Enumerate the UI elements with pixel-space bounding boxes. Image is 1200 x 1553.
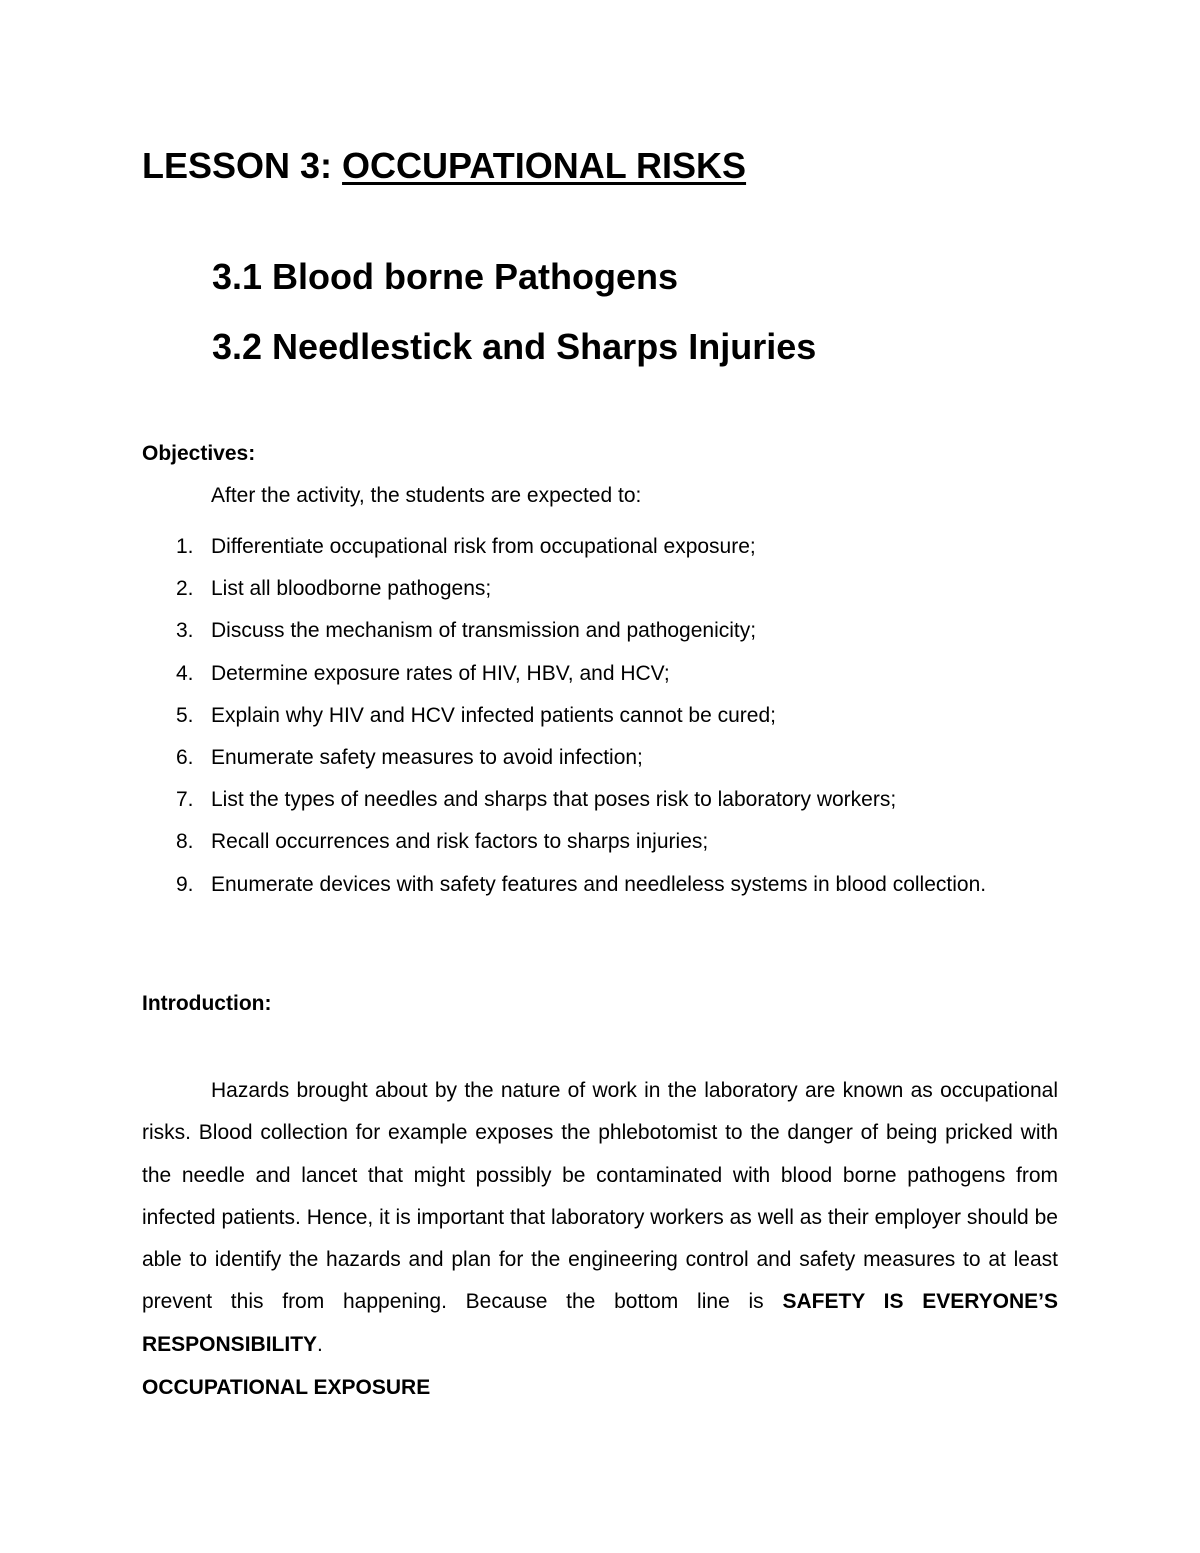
list-item-number: 2. [176, 577, 194, 601]
list-item-number: 7. [176, 788, 194, 812]
list-item-text: Determine exposure rates of HIV, HBV, and HCV; [211, 661, 670, 685]
objectives-lead: After the activity, the students are expected to: [211, 484, 642, 507]
list-item [142, 526, 1058, 568]
list-item-text: List the types of needles and sharps that poses risk to laboratory workers; [211, 788, 897, 812]
list-item-text: List all bloodborne pathogens; [211, 577, 492, 601]
list-item-number: 3. [176, 619, 194, 643]
list-item-number: 4. [176, 661, 194, 685]
lesson-title [142, 142, 746, 190]
list-item-number: 8. [176, 830, 194, 854]
list-item-text: Enumerate devices with safety features and needleless systems in blood collection. [211, 872, 987, 896]
list-item [142, 864, 1058, 906]
objectives-list [142, 526, 1058, 906]
list-item-number: 5. [176, 703, 194, 727]
list-item [142, 568, 1058, 610]
list-item-text: Explain why HIV and HCV infected patients cannot be cured; [211, 703, 776, 727]
introduction-paragraph [142, 1070, 1058, 1366]
list-item-text: Discuss the mechanism of transmission and pathogenicity; [211, 619, 757, 643]
introduction-end: . [317, 1332, 323, 1356]
list-item [142, 610, 1058, 652]
introduction-body: Hazards brought about by the nature of work in the laboratory are known as occupational risks. Blood collection for example exposes the phlebotomist to the danger of being pricked with the needle and lancet that might possibly be contaminated with blood borne pathogens from infected patients. Hence, it is important that laboratory workers as well as their employer should be able to identify the hazards and plan for the engineering control and safety measures to at least prevent this from happening. Because the bottom line is [142, 1079, 1058, 1314]
lesson-topic: OCCUPATIONAL RISKS [342, 145, 747, 186]
list-item-number: 9. [176, 872, 194, 896]
objectives-heading: Objectives: [142, 442, 256, 465]
list-item [142, 821, 1058, 863]
subtopic-2: 3.2 Needlestick and Sharps Injuries [212, 326, 817, 367]
list-item-number: 6. [176, 746, 194, 770]
safety-emphasis: SAFETY IS EVERYONE’S RESPONSIBILITY [142, 1290, 1059, 1356]
list-item [142, 653, 1058, 695]
list-item [142, 695, 1058, 737]
list-item-text: Recall occurrences and risk factors to sharps injuries; [211, 830, 709, 854]
lesson-prefix: LESSON 3: [142, 145, 343, 186]
introduction-heading: Introduction: [142, 992, 272, 1015]
list-item-text: Differentiate occupational risk from occupational exposure; [211, 535, 756, 558]
list-item-text: Enumerate safety measures to avoid infection; [211, 746, 643, 770]
list-item [142, 779, 1058, 821]
occupational-exposure-heading: OCCUPATIONAL EXPOSURE [142, 1376, 431, 1399]
subtopic-1: 3.1 Blood borne Pathogens [212, 256, 679, 297]
list-item [142, 737, 1058, 779]
list-item-number: 1. [176, 535, 194, 558]
